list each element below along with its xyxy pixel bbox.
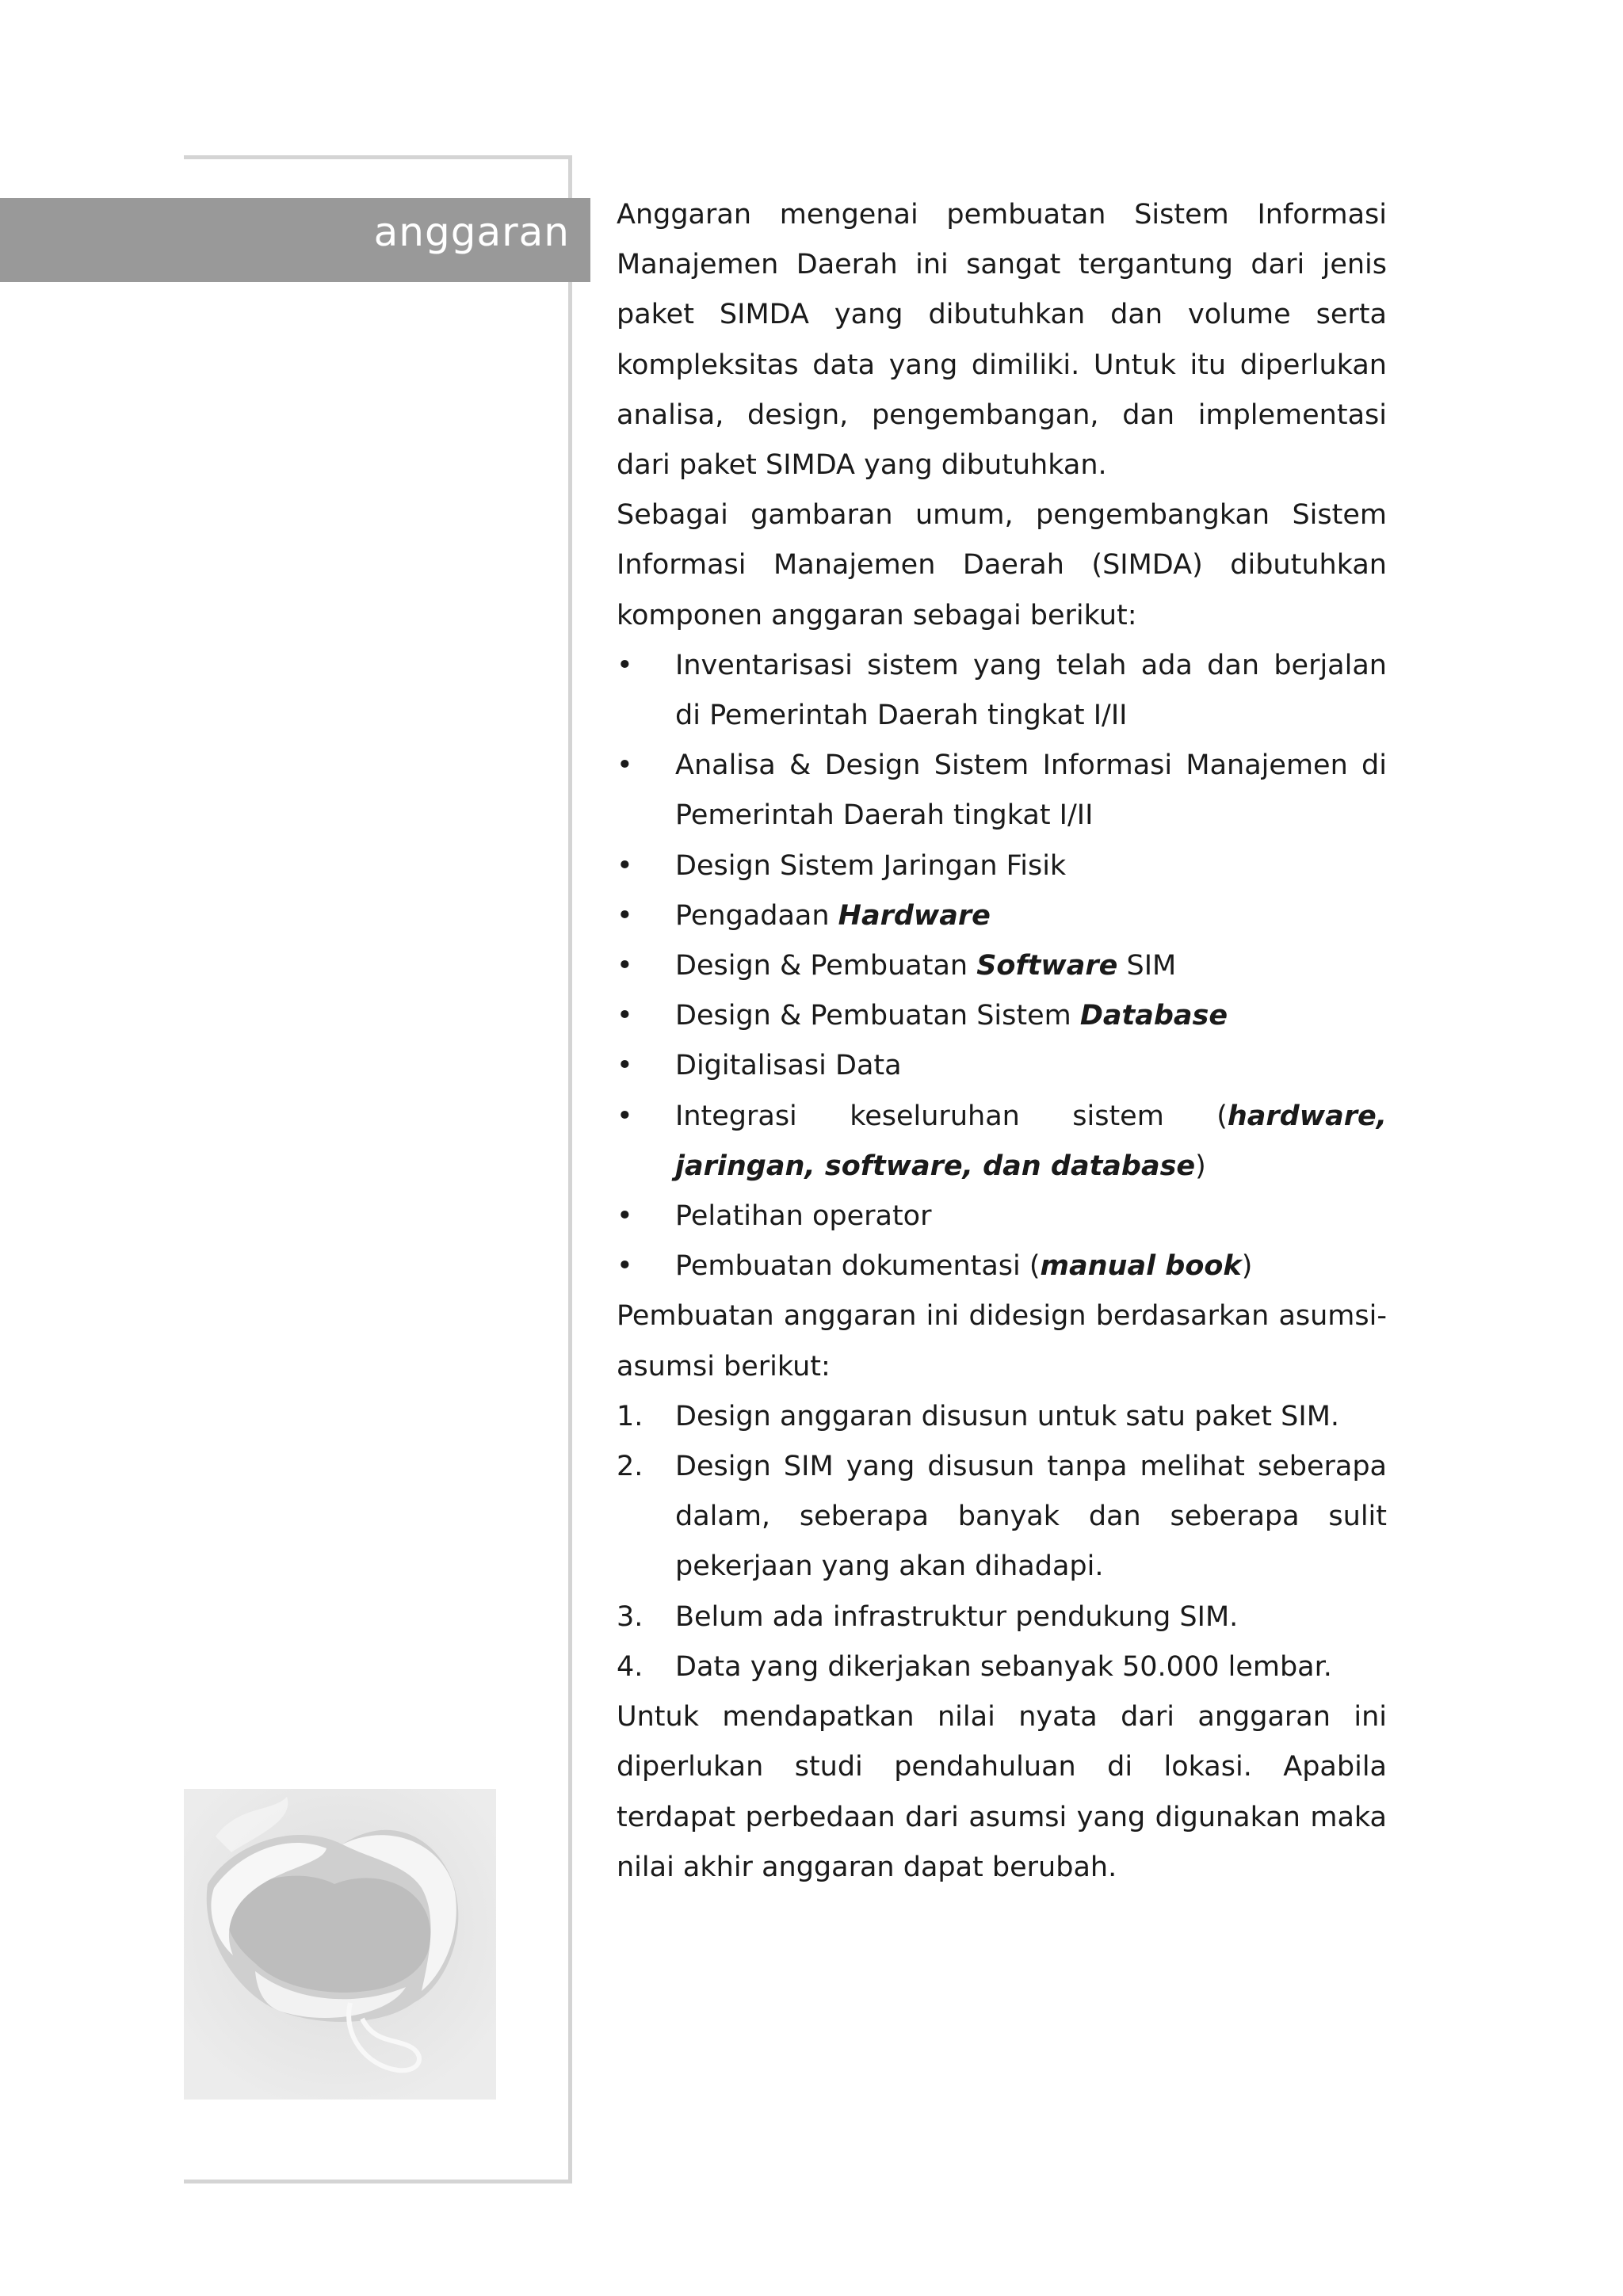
list-item: • Pembuatan dokumentasi (manual book)	[617, 1241, 1387, 1291]
list-item: • Inventarisasi sistem yang telah ada dan berjalan di Pemerintah Daerah tingkat I/II	[617, 641, 1387, 741]
intro-paragraph-1: Anggaran mengenai pembuatan Sistem Informasi Manajemen Daerah ini sangat tergantung dari jenis paket SIMDA yang dibutuhkan dan volume serta kompleksitas data yang dimiliki. Untuk itu diperlukan analisa, design, pengembangan, dan implementasi dari paket SIMDA yang dibutuhkan.	[617, 199, 1387, 482]
list-item: • Pelatihan operator	[617, 1192, 1387, 1241]
list-item: • Design & Pembuatan Sistem Database	[617, 991, 1387, 1041]
list-item: • Digitalisasi Data	[617, 1041, 1387, 1091]
assumptions-intro: Pembuatan anggaran ini didesign berdasarkan asumsi-asumsi berikut:	[617, 1300, 1387, 1383]
list-item: 2. Design SIM yang disusun tanpa melihat seberapa dalam, seberapa banyak dan seberapa sulit pekerjaan yang akan dihadapi.	[617, 1451, 1387, 1583]
list-item: • Analisa & Design Sistem Informasi Manajemen di Pemerintah Daerah tingkat I/II	[617, 741, 1387, 841]
section-header	[0, 198, 590, 282]
intro-paragraph-2: Sebagai gambaran umum, pengembangkan Sistem Informasi Manajemen Daerah (SIMDA) dibutuhkan komponen anggaran sebagai berikut:	[617, 499, 1387, 631]
burnt-paper-illustration	[184, 1789, 496, 2100]
list-item: 4. Data yang dikerjakan sebanyak 50.000 lembar.	[617, 1650, 1332, 1683]
main-content	[617, 190, 1387, 1893]
list-item: 1. Design anggaran disusun untuk satu paket SIM.	[617, 1400, 1340, 1432]
list-item: • Integrasi keseluruhan sistem (hardware, jaringan, software, dan database)	[617, 1092, 1387, 1192]
frame-top-border	[184, 155, 572, 159]
list-item: • Pengadaan Hardware	[617, 891, 1387, 941]
decorative-photo	[184, 1789, 496, 2100]
assumptions-list	[617, 1392, 1387, 1692]
list-item: 3. Belum ada infrastruktur pendukung SIM.	[617, 1600, 1239, 1633]
list-item: • Design & Pembuatan Software SIM	[617, 941, 1387, 991]
frame-bottom-border	[184, 2180, 572, 2183]
section-title: anggaran	[373, 209, 570, 255]
list-item: • Design Sistem Jaringan Fisik	[617, 841, 1387, 891]
budget-components-list	[617, 641, 1387, 1292]
closing-paragraph: Untuk mendapatkan nilai nyata dari anggaran ini diperlukan studi pendahuluan di lokasi. Apabila terdapat perbedaan dari asumsi yang digunakan maka nilai akhir anggaran dapat berubah.	[617, 1701, 1387, 1883]
frame-right-border	[568, 155, 572, 2183]
